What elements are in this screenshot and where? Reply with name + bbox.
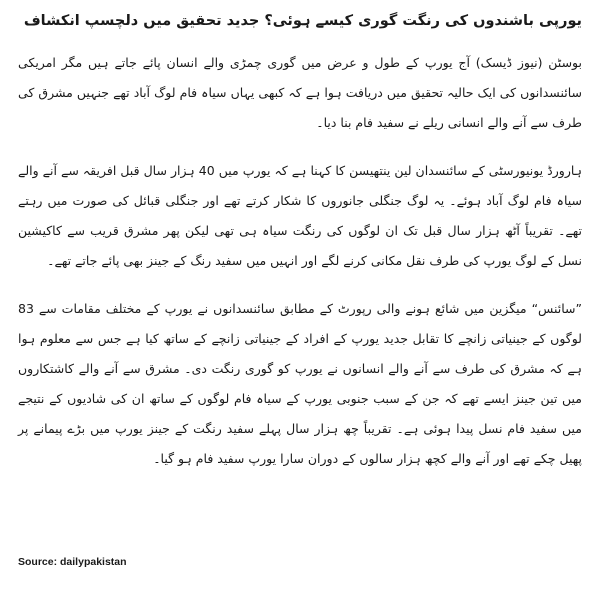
news-article	[18, 8, 582, 492]
article-paragraph-2: ہارورڈ یونیورسٹی کے سائنسدان لین ینتھیسن کا کہنا ہے کہ یورپ میں 40 ہزار سال قبل افریقہ سے آنے والے سیاہ فام لوگ آباد ہوئے۔ یہ لوگ جنگلی جانوروں کا شکار کرتے تھے اور جنگلی قبائل کی صورت میں رہتے تھے۔ تقریباً آٹھ ہزار سال قبل تک ان لوگوں کی رنگت سیاہ ہی تھی لیکن پھر مشرق قریب سے کاکیشین نسل کے لوگ یورپ کی طرف نقل مکانی کرنے لگے اور انہیں میں سفید رنگ کے جینز بھی پائے جاتے تھے۔	[18, 163, 582, 268]
article-source: Source: dailypakistan	[18, 556, 127, 568]
article-headline: یورپی باشندوں کی رنگت گوری کیسے ہوئی؟ جدید تحقیق میں دلچسپ انکشاف	[23, 13, 582, 29]
article-paragraph-1: بوسٹن (نیوز ڈیسک) آج یورپ کے طول و عرض میں گوری چمڑی والے انسان پائے جاتے ہیں مگر امریکی سائنسدانوں کی ایک حالیہ تحقیق میں دریافت ہوا ہے کہ کبھی یہاں سیاہ فام لوگ آباد تھے جنہیں مشرق کی طرف سے آنے والے انسانی ریلے نے سفید فام بنا دیا۔	[18, 55, 582, 130]
article-paragraph-3: ”سائنس“ میگزین میں شائع ہونے والی رپورٹ کے مطابق سائنسدانوں نے یورپ کے مختلف مقامات سے 83 لوگوں کے جینیاتی زانچے کا تقابل جدید یورپ کے افراد کے جینیاتی زانچے کے ساتھ کیا ہے جس سے معلوم ہوا ہے کہ مشرق کی طرف سے آنے والے انسانوں نے یورپ کو گوری رنگت دی۔ مشرق سے آنے والے کاشتکاروں میں تین جینز ایسے تھے کہ جن کے سبب جنوبی یورپ کے سیاہ فام لوگوں کے ساتھ ان کی شادیوں کے نتیجے میں سفید فام نسل پیدا ہوئی ہے۔ تقریباً چھ ہزار سال پہلے سفید رنگت کے جینز یورپ میں بڑے پیمانے پر پھیل چکے تھے اور آنے والے کچھ ہزار سالوں کے دوران سارا یورپ سفید فام ہو گیا۔	[18, 301, 582, 466]
